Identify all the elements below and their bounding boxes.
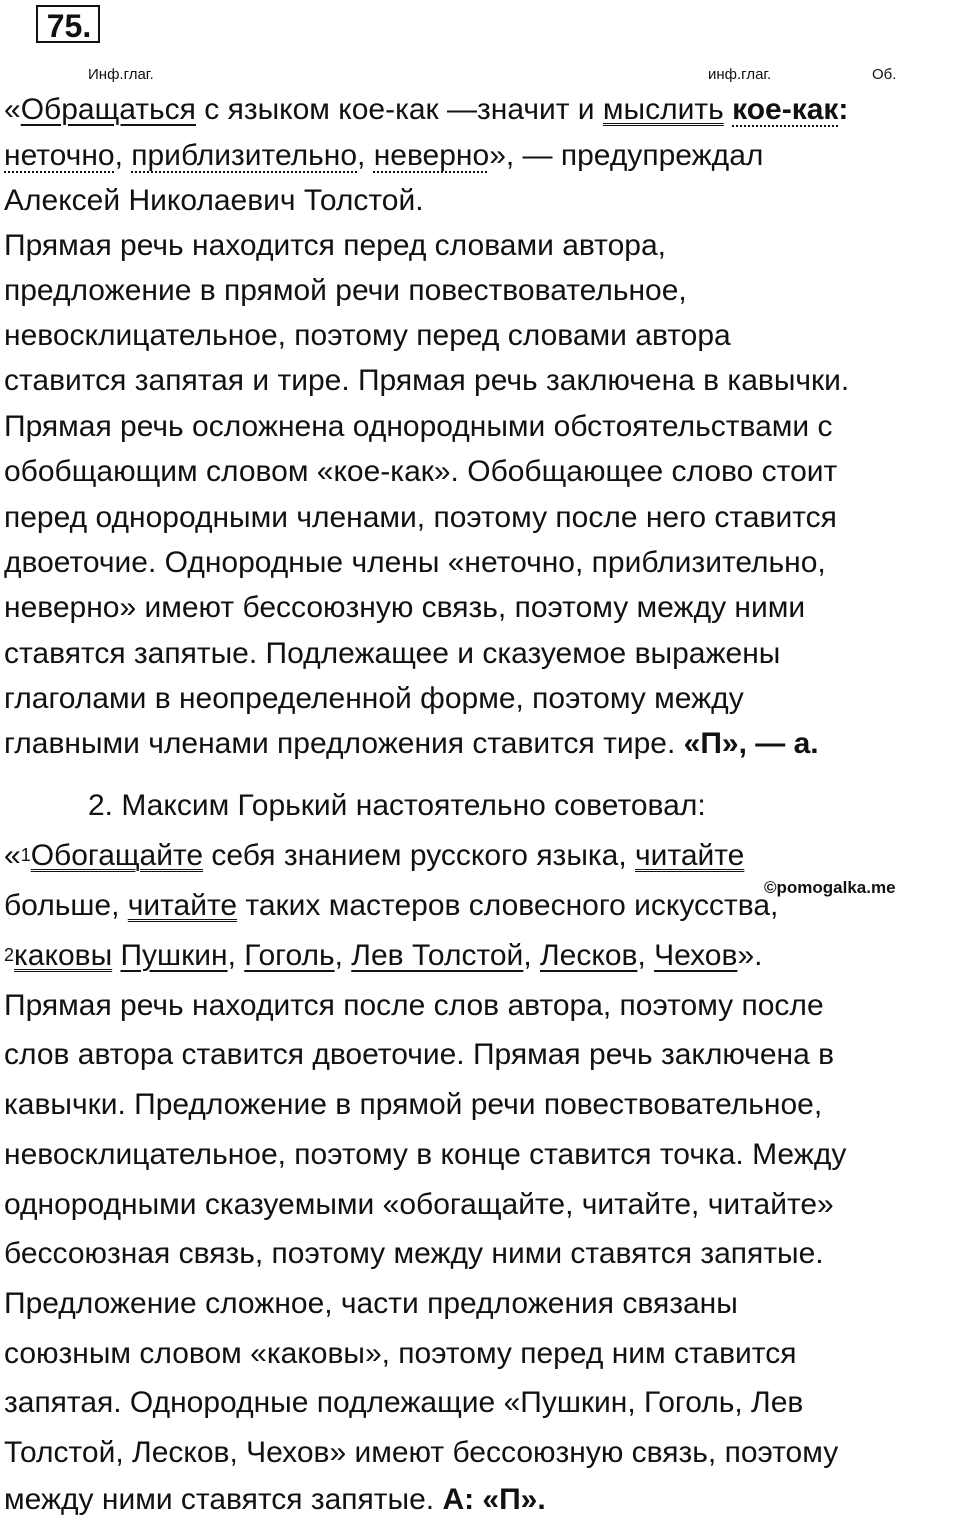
subject-word: Лев Толстой (351, 939, 524, 972)
subject-word: Пушкин (120, 939, 228, 972)
p2-line-9: однородными сказуемыми «обогащайте, читайте, читайте» (4, 1188, 834, 1221)
p1-line-2 (4, 134, 763, 178)
p1-line-9: обобщающим словом «кое-как». Обобщающее слово стоит (4, 455, 838, 488)
p1-line-12: неверно» имеют бессоюзную связь, поэтому между ними (4, 591, 806, 624)
p1-line-4: Прямая речь находится перед словами автора, (4, 229, 666, 262)
text-span: , (227, 939, 245, 972)
text-span: больше, (4, 889, 128, 922)
p2-line-2 (4, 834, 744, 878)
text-span: , (357, 139, 374, 172)
p1-line-15 (4, 722, 819, 766)
p2-line-5: Прямая речь находится после слов автора, поэтому после (4, 989, 824, 1022)
homogeneous-adverbial: неверно (373, 139, 490, 172)
p1-line-14: глаголами в неопределенной форме, поэтому между (4, 682, 744, 715)
subject-word: Чехов (654, 939, 738, 972)
text-span: себя знанием русского языка, (203, 839, 636, 872)
p1-line-13: ставятся запятые. Подлежащее и сказуемое выражены (4, 637, 781, 670)
text-span: », — предупреждал (489, 139, 764, 172)
text-span: с языком кое-как —значит и (195, 93, 603, 126)
label-infinitive-verb-1: Инф.глаг. (88, 66, 154, 83)
subject-word: Лесков (539, 939, 638, 972)
p1-line-1 (4, 88, 848, 132)
label-infinitive-verb-2: инф.глаг. (708, 66, 772, 83)
generalizing-word: кое-как (732, 93, 839, 126)
quote-open: « (4, 93, 21, 126)
clause-number: 1 (20, 845, 31, 865)
p1-line-7: ставится запятая и тире. Прямая речь заключена в кавычки. (4, 364, 850, 397)
p1-line-5: предложение в прямой речи повествовательное, (4, 274, 687, 307)
punctuation-scheme: А: «П». (442, 1483, 546, 1516)
subject-word: Гоголь (244, 939, 335, 972)
text-span: между ними ставятся запятые. (4, 1483, 443, 1516)
p2-line-10: бессоюзная связь, поэтому между ними ставятся запятые. (4, 1237, 824, 1270)
text-span: таких мастеров словесного искусства, (237, 889, 779, 922)
homogeneous-adverbial: неточно (4, 139, 115, 172)
colon: : (838, 93, 849, 126)
text-span: главными членами предложения ставится тире. (4, 727, 684, 760)
predicate-word: Обогащайте (30, 839, 204, 872)
watermark: ©pomogalka.me (764, 878, 896, 897)
text-span: , (523, 939, 540, 972)
p1-line-11: двоеточие. Однородные члены «неточно, приблизительно, (4, 546, 826, 579)
p1-line-8: Прямая речь осложнена однородными обстоятельствами с (4, 410, 833, 443)
p2-line-3 (4, 884, 778, 928)
predicate-word: каковы (14, 939, 113, 972)
subject-word: Обращаться (20, 93, 196, 126)
p2-line-4 (4, 934, 762, 978)
p2-line-6: слов автора ставится двоеточие. Прямая речь заключена в (4, 1038, 835, 1071)
p2-line-15 (4, 1478, 546, 1522)
p2-line-11: Предложение сложное, части предложения связаны (4, 1287, 738, 1320)
quote-open: « (4, 839, 21, 872)
clause-number: 2 (4, 945, 15, 965)
predicate-word: читайте (635, 839, 745, 872)
label-generalizing-word: Об. (872, 66, 897, 83)
punctuation-scheme: «П», — а. (683, 727, 819, 760)
predicate-word: читайте (127, 889, 238, 922)
p2-line-1: 2. Максим Горький настоятельно советовал: (88, 789, 706, 822)
predicate-word: мыслить (602, 93, 724, 126)
p1-line-10: перед однородными членами, поэтому после него ставится (4, 501, 837, 534)
p2-line-14: Толстой, Лесков, Чехов» имеют бессоюзную связь, поэтому (4, 1436, 839, 1469)
task-number: 75. (36, 5, 100, 43)
p1-line-6: невосклицательное, поэтому перед словами автора (4, 319, 731, 352)
p2-line-7: кавычки. Предложение в прямой речи повествовательное, (4, 1088, 823, 1121)
p2-line-12: союзным словом «каковы», поэтому перед ним ставится (4, 1337, 797, 1370)
text-span: , (637, 939, 655, 972)
text-span: , (114, 139, 132, 172)
text-span: ». (737, 939, 763, 972)
text-span: , (334, 939, 352, 972)
p2-line-8: невосклицательное, поэтому в конце ставится точка. Между (4, 1138, 847, 1171)
p1-line-3: Алексей Николаевич Толстой. (4, 184, 424, 217)
text-span (724, 93, 732, 126)
p2-line-13: запятая. Однородные подлежащие «Пушкин, Гоголь, Лев (4, 1386, 804, 1419)
homogeneous-adverbial: приблизительно (131, 139, 358, 172)
